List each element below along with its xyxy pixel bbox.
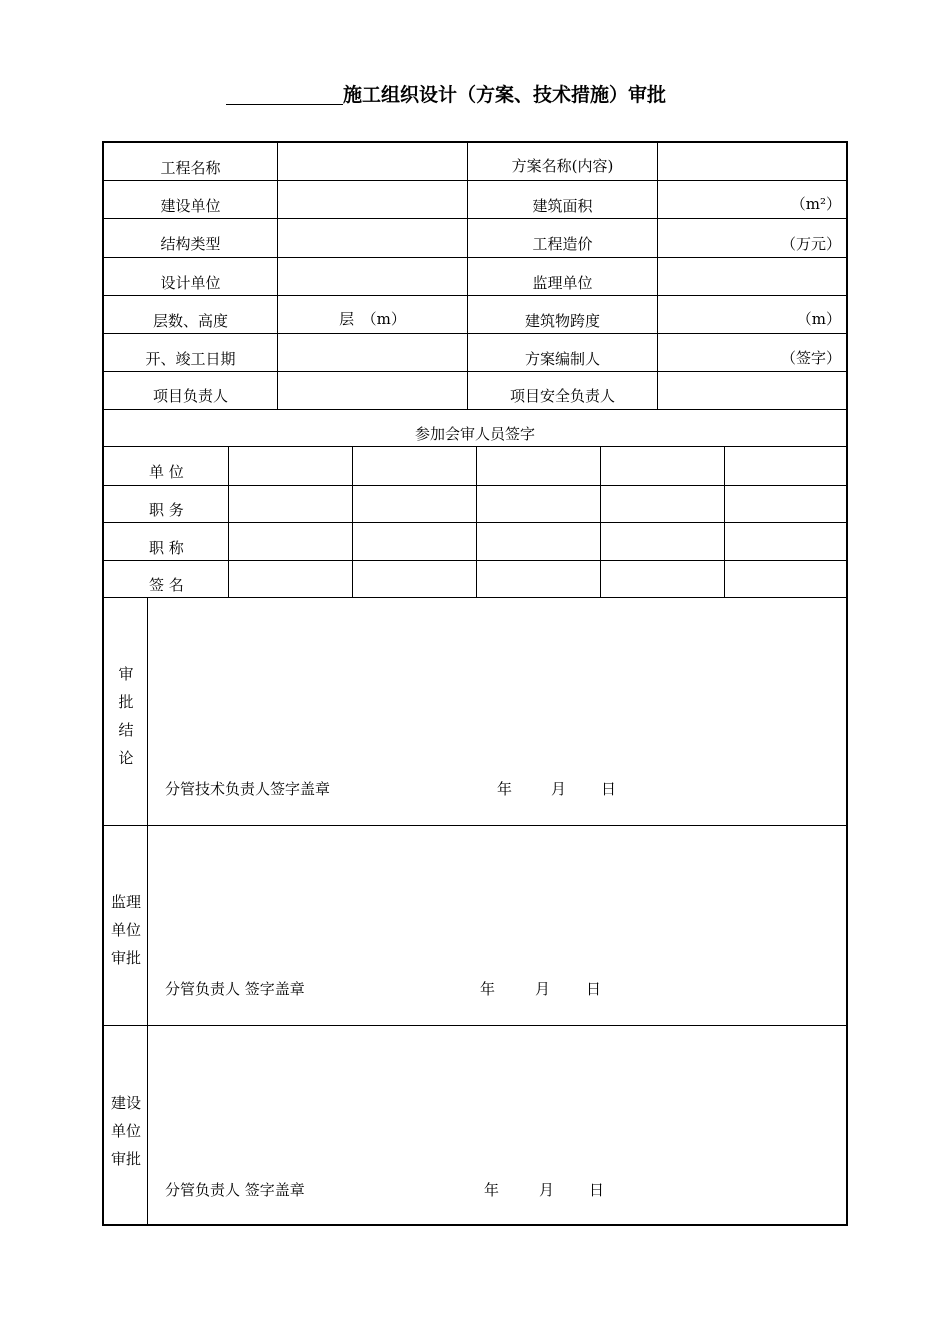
row-divider	[104, 295, 846, 296]
info-label: 层数、高度	[152, 312, 228, 330]
row-divider	[104, 180, 846, 181]
form-title-text: 施工组织设计（方案、技术措施）审批	[343, 84, 667, 106]
signoff-row-label: 签 名	[149, 576, 184, 594]
row-divider	[104, 409, 846, 410]
row-divider	[104, 522, 846, 523]
info-label: 工程造价	[532, 235, 593, 253]
info-label: 工程名称	[160, 159, 221, 177]
row-divider	[104, 1025, 846, 1026]
form-title	[226, 80, 746, 110]
col-divider	[476, 446, 477, 597]
col-divider	[600, 446, 601, 597]
approval-month: 月	[551, 780, 567, 798]
row-divider	[104, 560, 846, 561]
info-label: 建设单位	[160, 197, 221, 215]
row-divider	[104, 257, 846, 258]
row-divider	[104, 597, 846, 598]
info-value[interactable]: 层 （m）	[339, 310, 406, 328]
signoff-row-label: 单 位	[149, 463, 184, 481]
signoff-row-label: 职 称	[149, 539, 184, 557]
info-value[interactable]: （m）	[796, 310, 841, 328]
info-label: 开、竣工日期	[145, 350, 236, 368]
row-divider	[104, 485, 846, 486]
row-divider	[104, 218, 846, 219]
approval-day: 日	[586, 980, 602, 998]
info-value[interactable]: （m²）	[790, 195, 841, 213]
signoff-header: 参加会审人员签字	[414, 425, 535, 443]
row-divider	[104, 446, 846, 447]
project-name-blank[interactable]	[226, 84, 343, 105]
info-label: 监理单位	[532, 274, 593, 292]
info-label: 建筑物跨度	[524, 312, 600, 330]
approval-section-label: 监理 单位 审批	[110, 893, 141, 967]
approval-day: 日	[601, 780, 617, 798]
col-divider	[277, 143, 278, 409]
col-divider	[352, 446, 353, 597]
info-label: 项目安全负责人	[509, 387, 615, 405]
row-divider	[104, 371, 846, 372]
col-divider	[228, 446, 229, 597]
info-value[interactable]: （万元）	[780, 235, 841, 253]
approval-section-label: 建设 单位 审批	[110, 1094, 141, 1168]
approval-day: 日	[589, 1181, 605, 1199]
approval-year: 年	[484, 1181, 500, 1199]
signoff-row-label: 职 务	[149, 501, 184, 519]
approval-signer: 分管负责人 签字盖章	[165, 980, 305, 998]
approval-month: 月	[539, 1181, 555, 1199]
info-label: 方案名称(内容)	[511, 157, 614, 175]
row-divider	[104, 825, 846, 826]
info-value[interactable]: （签字）	[780, 349, 841, 367]
approval-section-label: 审 批 结 论	[118, 665, 134, 767]
info-label: 结构类型	[160, 235, 221, 253]
approval-year: 年	[497, 780, 513, 798]
info-label: 项目负责人	[152, 387, 228, 405]
row-divider	[104, 333, 846, 334]
col-divider	[657, 143, 658, 409]
approval-year: 年	[480, 980, 496, 998]
approval-signer: 分管技术负责人签字盖章	[165, 780, 331, 798]
info-label: 设计单位	[160, 274, 221, 292]
approval-form-table	[102, 141, 848, 1226]
col-divider	[724, 446, 725, 597]
approval-signer: 分管负责人 签字盖章	[165, 1181, 305, 1199]
approval-month: 月	[535, 980, 551, 998]
info-label: 方案编制人	[524, 350, 600, 368]
info-label: 建筑面积	[532, 197, 593, 215]
